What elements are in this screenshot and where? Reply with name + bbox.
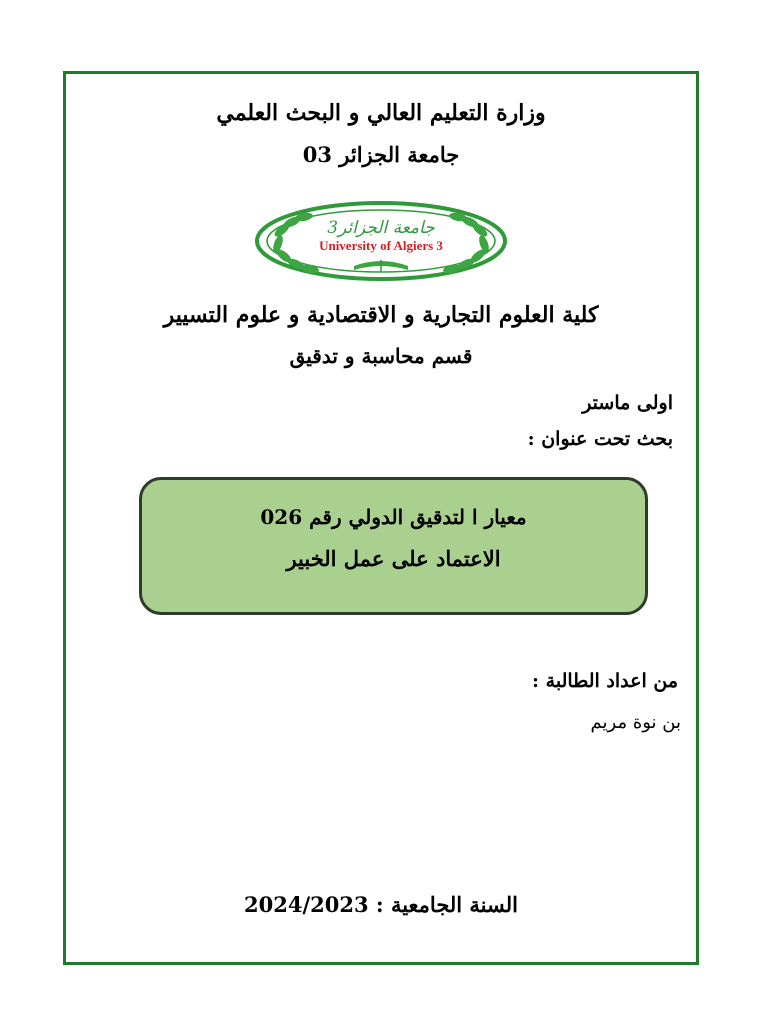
university-title: جامعة الجزائر 03: [302, 142, 460, 167]
research-title-line-1: معيار ا لتدقيق الدولي رقم 026: [260, 505, 527, 529]
faculty-name: كلية العلوم التجارية و الاقتصادية و علوم التسيير: [163, 302, 599, 328]
university-logo: [254, 200, 508, 282]
study-level: اولى ماستر: [582, 392, 673, 414]
research-title-line-2: الاعتماد على عمل الخبير: [286, 546, 501, 571]
research-title-box: [139, 477, 648, 615]
department-name: قسم محاسبة و تدقيق: [289, 344, 473, 368]
academic-year: السنة الجامعية : 2024/2023: [244, 892, 518, 917]
prepared-by-label: من اعداد الطالبة :: [532, 670, 678, 692]
logo-latin-text: University of Algiers 3: [319, 238, 443, 253]
research-label: بحث تحت عنوان :: [527, 428, 673, 450]
student-name: بن نوة مريم: [590, 712, 681, 733]
ministry-title: وزارة التعليم العالي و البحث العلمي: [216, 100, 546, 126]
logo-arabic-text: جامعة الجزائر3: [327, 218, 435, 238]
